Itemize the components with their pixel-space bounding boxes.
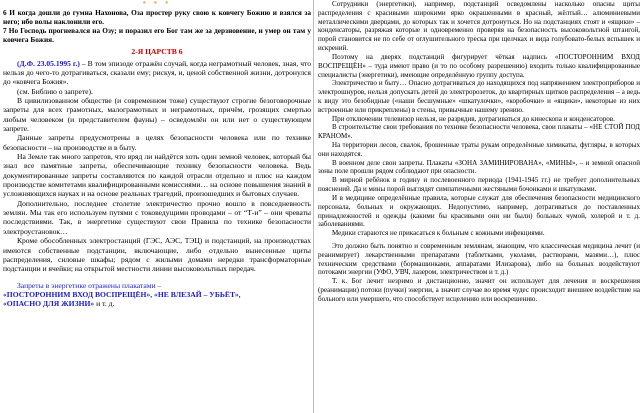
paragraph-3: В цивилизованном обществе (и современном тоже) существуют строгие безоговорочные запреты для всех грамотных, малограмотных и неграмотных, причём, грозящих смертью любым человеком (и представителем фауны) – осведомлён он или нет о существующем запрете. [3, 96, 311, 134]
paragraph-4: Данные запреты предусмотрены в целях безопасности человека или по технике безопасности – на производстве и в быту. [3, 133, 311, 152]
right-paragraph-8: В мирной ребёнок в годину и послевоенного периода (1941-1945 гг.) не требует дополнительных пояснений. Да и мины порой выглядят симпатичными жестяными бочонками и шкатулками. [318, 176, 640, 194]
left-column [3, 0, 311, 413]
section-separator: * * * [142, 0, 172, 8]
right-paragraph-4: При отключении телевизор нельзя, не разрядив, дотрагиваться до кинескопа и конденсаторов. [332, 114, 615, 123]
commentary-date: (Д.Ф. 23.05.1995 г.) [17, 58, 80, 68]
column-divider [313, 0, 314, 413]
right-paragraph-9: И в медицине определённые правила, которые служат для обеспечения безопасности медицинского персонала, больных и окружающих. Недопустимо, например, дотрагиваться до поставленных принадлежностей и одежды (какими бы красивыми они ни были) больных чумой, холерой и т. д. заболеваниями. [318, 193, 640, 229]
paragraph-7: Кроме обособленных электростанций (ГЭС, АЭС, ТЭЦ) и подстанций, на производствах имеются собственные подстанции, включающие, либо отдельно вынесенные щиты распределения, силовые шкафы; рядом с жилыми домами нередки трансформаторные подстанции и ячейки; на открытой местности линии высоковольтных передач. [3, 236, 311, 274]
paragraph-1-text: – В том эпизоде отражён случай, когда неграмотный человек, зная, что нельзя до чего-то дотрагиваться, сказали ему; рискуя, и, ценой собственной жизни, дотронулся до «ковчега Божия». [3, 58, 311, 87]
right-paragraph-5: В строительстве свои требования по технике безопасности человека, свои плакаты – «НЕ СТОЙ ПОД КРАНОМ». [318, 123, 640, 141]
right-paragraph-11: Это должно быть понятно и современным землянам, знающим, что классическая медицина лечит (и реанимирует) лекарственными препаратами (таблетками, уколами, растворами, мазями…), плюс техническим средствами (бормашинками, аппаратами Илизарова), либо на больных воздействуют потоками энергии (УФО, УВЧ, лазером, электричеством и т. д.) [318, 241, 640, 277]
posters-intro: Запреты в энергетике отражены плакатами – [17, 280, 162, 290]
poster-line-1: «ПОСТОРОННИМ ВХОД ВОСПРЕЩЁН», «НЕ ВЛЕЗАЙ – УБЬЁТ», [3, 289, 241, 299]
right-paragraph-1: Сотрудники (энергетики), например, подстанций осведомлены насколько опасны щиты распределения с красивыми широкими ярко окрашенными в красный, жёлтый… алюминиевыми металлическими дверцами, до которых так и хочется дотронуться. Но на подстанциях стоят и «ящики» – конденсаторы, разряжая которые и одновременно проверяя на безопасность высоковольтной штангой, порой становится не по себе от оглушительного треска при щелчках и вида голубовато-белых вспышек и искрений. [318, 0, 640, 53]
paragraph-2: (см. Библию о запрете). [17, 86, 93, 96]
right-paragraph-12: Т. к. Бог лечит незримо и дистанционно, значит он использует для лечения и воскрешения (реанимации) потоки (пучки) энергии, а значит случае во время чудес происходит внешнее воздействие на больного или умершего, что способствует исцелению или воскрешению. [318, 277, 640, 303]
right-paragraph-10: Медики стараются не прикасаться к больным с кожными инфекциями. [332, 229, 545, 238]
commentary-body [3, 59, 311, 274]
right-column [318, 0, 640, 413]
chapter-heading: 2-Я ЦАРСТВ 6 [131, 46, 183, 56]
poster-danger: «ОПАСНО ДЛЯ ЖИЗНИ» [3, 299, 95, 309]
right-paragraph-6: На территории лесов, свалок, брошенные траты рукам определённые химикаты, фугляры, в которых они находятся. [318, 141, 640, 158]
paragraph-5: На Земле так много запретов, что вряд ли найдётся хоть один земной человек, который бы знал все памятные запреты, обеспечивающие технику безопасности человека. Ведь документированные запреты составляются по каждой отрасли отдельно и плюс на каждом производстве комитетами квалифицированными комиссиями… на основе повышения знаний в усложняющихся науках и на основе реальных трагедий, произошедших и бытовых случаев. [3, 152, 311, 199]
posters-block [3, 281, 311, 309]
paragraph-1 [3, 59, 311, 87]
verse-6: 6 И когда дошли до гумна Нахонова, Оза простер руку свою к ковчегу Божию и взялся за него; ибо волы наклонили его. [3, 8, 311, 27]
poster-tail: и т. д. [94, 299, 115, 309]
paragraph-6: Дополнительно, последнее столетие электричество прочно вошло в повседневность землян. Мы так его используем путями с токоведущими проводами – от “Т-и” – они чреваты последствиями. Так, в энергетике существуют свои Правила по технике безопасности электроустановок… [3, 198, 311, 236]
verse-7: 7 Но Господь прогневался на Озу; и поразил его Бог там же за дерзновение, и умер он там у ковчега Божия. [3, 26, 311, 45]
right-paragraph-2: Поэтому на дверях подстанций фигурирует чёткая надпись «ПОСТОРОННИМ ВХОД ВОСПРЕЩЁН» – туда имеют право (и то по особому разрешению) входить только квалифицированные специалисты (энергетики), имеющие определённую группу доступа. [318, 52, 640, 79]
right-paragraph-3: Электричество и быту… Опасно дотрагиваться до находящихся под напряжением электроприборов и электрошнуров, нельзя допускать детей до электророзеток, до квартирных щитков распределения – а ведь к виду это безобидные («наши бесшумные» «шкатулочки», «коробочки» и «ящики», некоторые из них встроенные или прикреплены) в стены, привычные нашему зрению. [318, 79, 640, 114]
poster-line-2 [3, 299, 311, 308]
right-paragraph-7: В военном деле свои запреты. Плакаты «ЗОНА ЗАМИНИРОВАНА», «МИНЫ», – и земной опасной зоны поле прошли рядом соблюдают при опасности. [318, 158, 640, 176]
